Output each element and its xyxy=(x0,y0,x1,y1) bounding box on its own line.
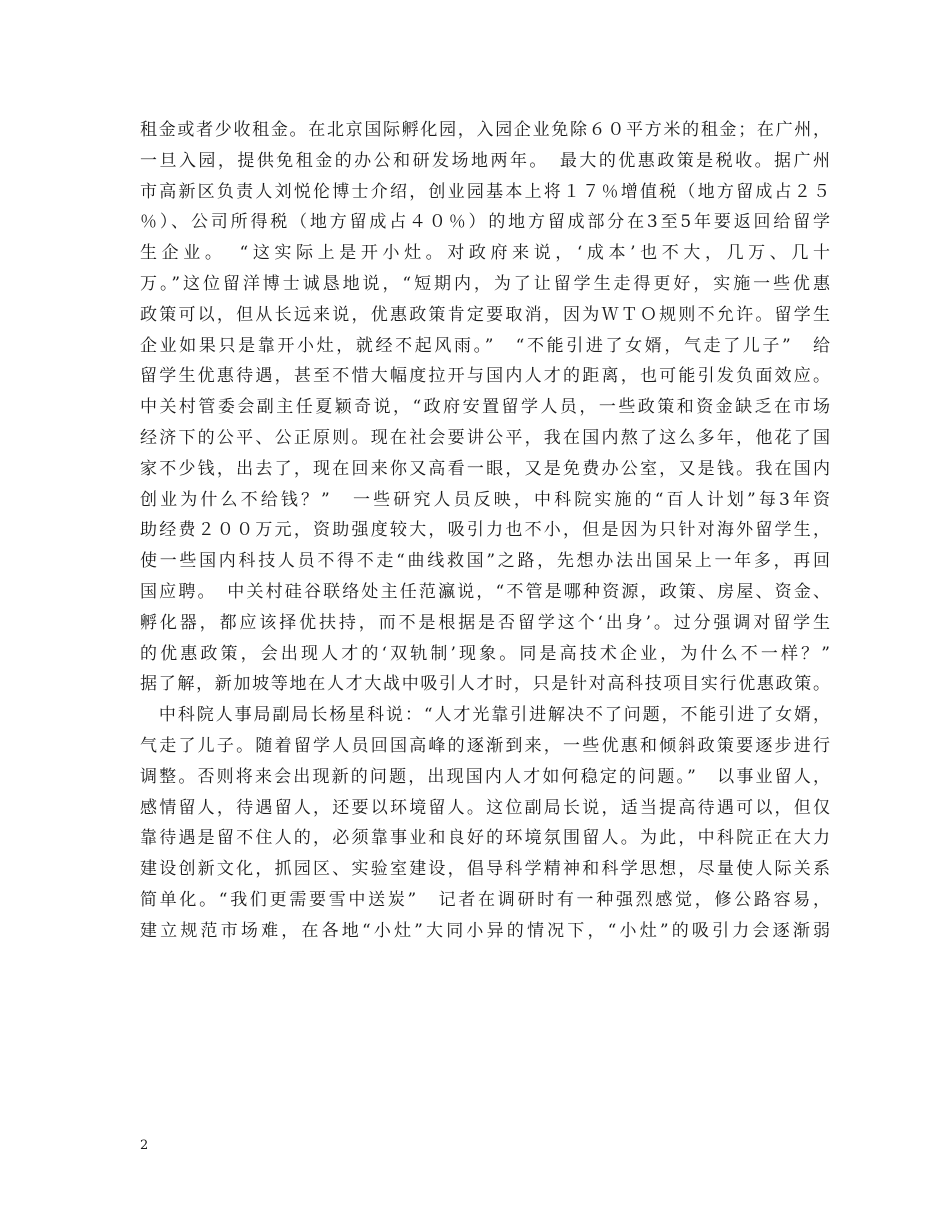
text-line: 中关村管委会副主任夏颖奇说，“政府安置留学人员，一些政策和资金缺乏在市场 xyxy=(140,397,830,418)
text-line: 市高新区负责人刘悦伦博士介绍，创业园基本上将１７％增值税（地方留成占２５ xyxy=(140,181,830,202)
text-line: 一旦入园，提供免租金的办公和研发场地两年。 最大的优惠政策是税收。据广州 xyxy=(140,150,830,171)
text-line: 留学生优惠待遇，甚至不惜大幅度拉开与国内人才的距离，也可能引发负面效应。 xyxy=(140,366,830,387)
text-line: 使一些国内科技人员不得不走“曲线救国”之路，先想办法出国呆上一年多，再回 xyxy=(140,551,830,572)
text-line: 租金或者少收租金。在北京国际孵化园，入园企业免除６０平方米的租金；在广州， xyxy=(140,120,830,140)
text-line: 万。”这位留洋博士诚恳地说，“短期内，为了让留学生走得更好，实施一些优惠 xyxy=(140,273,830,294)
page-number: 2 xyxy=(140,1138,149,1153)
text-line: 政策可以，但从长远来说，优惠政策肯定要取消，因为ＷＴＯ规则不允许。留学生 xyxy=(140,304,830,325)
text-line: 建设创新文化，抓园区、实验室建设，倡导科学精神和科学思想，尽量使人际关系 xyxy=(140,859,830,880)
text-line: 靠待遇是留不住人的，必须靠事业和良好的环境氛围留人。为此，中科院正在大力 xyxy=(140,828,830,849)
text-line: 助经费２００万元，资助强度较大，吸引力也不小，但是因为只针对海外留学生， xyxy=(140,520,830,541)
text-line: 经济下的公平、公正原则。现在社会要讲公平，我在国内熬了这么多年，他花了国 xyxy=(140,427,830,448)
text-line: 简单化。“我们更需要雪中送炭” 记者在调研时有一种强烈感觉，修公路容易， xyxy=(140,889,830,910)
text-line: 气走了儿子。随着留学人员回国高峰的逐渐到来，一些优惠和倾斜政策要逐步进行 xyxy=(140,735,830,756)
text-line: 建立规范市场难，在各地“小灶”大同小异的情况下，“小灶”的吸引力会逐渐弱 xyxy=(140,920,830,941)
text-line: 感情留人，待遇留人，还要以环境留人。这位副局长说，适当提高待遇可以，但仅 xyxy=(140,797,830,818)
text-line: 中科院人事局副局长杨星科说：“人才光靠引进解决不了问题，不能引进了女婿， xyxy=(140,705,830,726)
text-line: 调整。否则将来会出现新的问题，出现国内人才如何稳定的问题。” 以事业留人， xyxy=(140,766,830,787)
text-line: 孵化器，都应该择优扶持，而不是根据是否留学这个‘出身’。过分强调对留学生 xyxy=(140,612,830,633)
text-line: 国应聘。 中关村硅谷联络处主任范瀛说，“不管是哪种资源，政策、房屋、资金、 xyxy=(140,581,830,602)
text-line: 企业如果只是靠开小灶，就经不起风雨。” “不能引进了女婿，气走了儿子” 给 xyxy=(140,335,830,356)
body-text xyxy=(140,115,830,947)
text-line: 的优惠政策，会出现人才的‘双轨制’现象。同是高技术企业，为什么不一样？” xyxy=(140,643,830,664)
text-line: 创业为什么不给钱？” 一些研究人员反映，中科院实施的“百人计划”每3年资 xyxy=(140,489,830,510)
text-line: ％）、公司所得税（地方留成占４０％）的地方留成部分在3至5年要返回给留学 xyxy=(140,212,830,233)
text-line: 生企业。 “这实际上是开小灶。对政府来说，‘成本’也不大，几万、几十 xyxy=(140,243,830,264)
text-line: 家不少钱，出去了，现在回来你又高看一眼，又是免费办公室，又是钱。我在国内 xyxy=(140,458,830,479)
text-line: 据了解，新加坡等地在人才大战中吸引人才时，只是针对高科技项目实行优惠政策。 xyxy=(140,674,830,695)
